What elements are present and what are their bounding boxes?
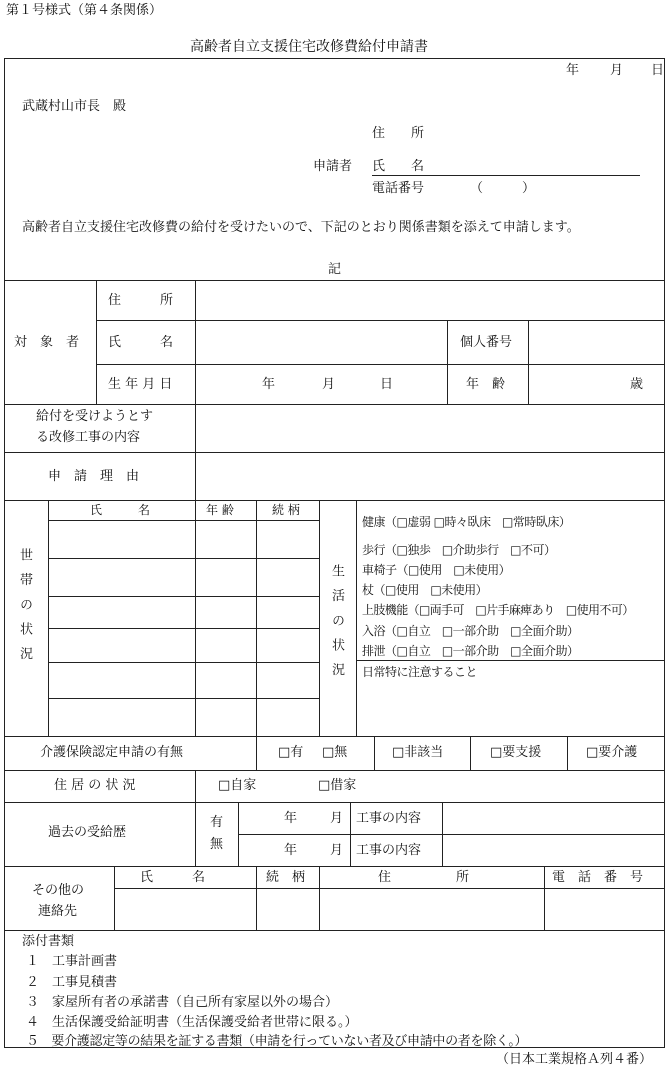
past-history-work-label-1: 工事の内容 xyxy=(356,811,422,826)
form-title: 高齢者自立支援住宅改修費給付申請書 xyxy=(190,39,428,55)
living-upper-limb[interactable]: 上肢機能（□両手可 □片手麻痺あり □使用不可） xyxy=(362,603,634,617)
applicant-phone-label: 電話番号 xyxy=(372,181,425,196)
past-history-month-2[interactable]: 月 xyxy=(330,843,344,858)
other-contact-col-phone: 電 話 番 号 xyxy=(552,870,644,885)
household-col-age: 年 齢 xyxy=(206,503,234,517)
date-day[interactable]: 日 xyxy=(651,63,665,78)
date-month[interactable]: 月 xyxy=(610,63,624,78)
past-history-label: 過去の受給歴 xyxy=(48,825,127,840)
other-contact-col-relation: 続 柄 xyxy=(266,870,306,885)
attachment-item: ２ 工事見積書 xyxy=(26,975,118,990)
living-wheelchair[interactable]: 車椅子（□使用 □未使用） xyxy=(362,563,511,577)
past-history-month-1[interactable]: 月 xyxy=(330,811,344,826)
living-notes: 日常特に注意すること xyxy=(362,665,478,679)
footer-note: （日本工業規格Ａ列４番） xyxy=(496,1052,653,1067)
residence-own[interactable]: □自家 xyxy=(218,778,257,793)
care-insurance-no[interactable]: □無 xyxy=(322,745,348,760)
age-label: 年 齢 xyxy=(466,377,506,392)
birth-day[interactable]: 日 xyxy=(380,377,394,392)
form-frame xyxy=(4,58,665,1048)
past-history-year-2[interactable]: 年 xyxy=(284,843,298,858)
past-history-work-label-2: 工事の内容 xyxy=(356,843,422,858)
applicant-name-label: 氏 名 xyxy=(372,159,425,174)
applicant-name-field[interactable] xyxy=(372,160,640,176)
attachment-item: ５ 要介護認定等の結果を証する書類（申請を行っていない者及び申請中の者を除く。） xyxy=(26,1034,528,1049)
living-health[interactable]: 健康（□虚弱 □時々臥床 □常時臥床） xyxy=(362,515,571,529)
subject-address-label: 住 所 xyxy=(108,293,174,308)
birth-label: 生 年 月 日 xyxy=(108,377,173,392)
living-excretion[interactable]: 排泄（□自立 □一部介助 □全面介助） xyxy=(362,644,579,658)
care-insurance-support[interactable]: □要支援 xyxy=(490,745,542,760)
attachment-item: １ 工事計画書 xyxy=(26,954,118,969)
birth-year[interactable]: 年 xyxy=(262,377,276,392)
other-contact-col-address: 住 所 xyxy=(378,870,470,885)
addressee: 武蔵村山市長 殿 xyxy=(22,99,127,114)
household-label: 世帯の状況 xyxy=(17,548,32,672)
other-contact-label-1: その他の xyxy=(32,883,85,898)
applicant-phone-field[interactable]: （ ） xyxy=(470,181,536,196)
intro-text: 高齢者自立支援住宅改修費の給付を受けたいので、下記のとおり関係書類を添えて申請します。 xyxy=(22,220,580,235)
applicant-label: 申請者 xyxy=(313,159,353,174)
other-contact-col-name: 氏 名 xyxy=(140,870,206,885)
attachments-title: 添付書類 xyxy=(22,934,75,949)
ki-mark: 記 xyxy=(328,262,342,277)
past-history-yes[interactable]: 有 xyxy=(210,815,224,830)
reason-label: 申 請 理 由 xyxy=(48,469,140,484)
past-history-no[interactable]: 無 xyxy=(210,837,224,852)
age-unit[interactable]: 歳 xyxy=(630,377,644,392)
care-insurance-label: 介護保険認定申請の有無 xyxy=(40,745,184,760)
care-insurance-care[interactable]: □要介護 xyxy=(586,745,638,760)
personal-number-label: 個人番号 xyxy=(460,335,513,350)
other-contact-label-2: 連絡先 xyxy=(38,904,78,919)
birth-month[interactable]: 月 xyxy=(322,377,336,392)
subject-label: 対 象 者 xyxy=(14,335,80,350)
residence-rent[interactable]: □借家 xyxy=(318,778,357,793)
care-insurance-yes[interactable]: □有 xyxy=(278,745,304,760)
applicant-address-label: 住 所 xyxy=(372,126,425,141)
living-walking[interactable]: 歩行（□独歩 □介助歩行 □不可） xyxy=(362,543,556,557)
work-content-label-1: 給付を受けようとす xyxy=(36,409,154,424)
household-col-name: 氏 名 xyxy=(90,503,151,517)
form-number: 第１号様式（第４条関係） xyxy=(6,3,163,18)
attachment-item: ４ 生活保護受給証明書（生活保護受給者世帯に限る。） xyxy=(26,1015,358,1030)
household-col-relation: 続 柄 xyxy=(272,503,300,517)
living-cane[interactable]: 杖（□使用 □未使用） xyxy=(362,583,488,597)
residence-label: 住 居 の 状 況 xyxy=(54,778,136,793)
subject-name-label: 氏 名 xyxy=(108,335,174,350)
care-insurance-not-applicable[interactable]: □非該当 xyxy=(392,745,444,760)
living-label: 生活の状況 xyxy=(329,564,344,688)
date-year[interactable]: 年 xyxy=(566,63,580,78)
attachment-item: ３ 家屋所有者の承諾書（自己所有家屋以外の場合） xyxy=(26,995,339,1010)
past-history-year-1[interactable]: 年 xyxy=(284,811,298,826)
work-content-label-2: る改修工事の内容 xyxy=(36,430,141,445)
living-bathing[interactable]: 入浴（□自立 □一部介助 □全面介助） xyxy=(362,624,579,638)
